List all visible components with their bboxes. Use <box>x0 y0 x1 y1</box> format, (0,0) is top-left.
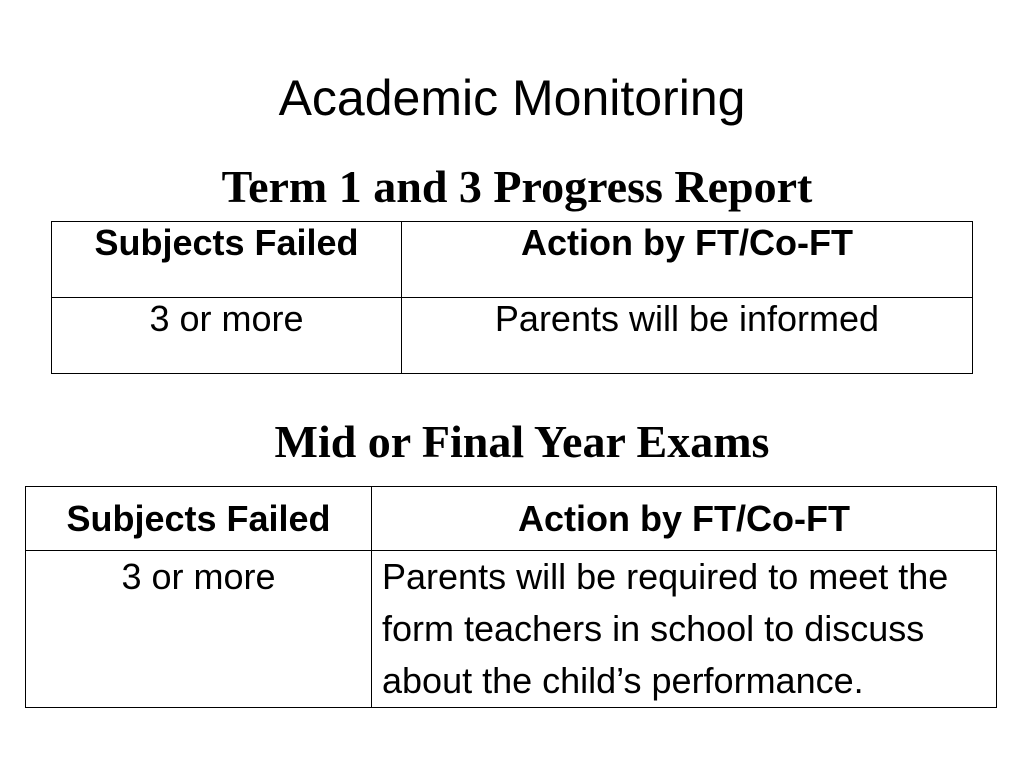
column-header-action: Action by FT/Co-FT <box>372 487 997 551</box>
table-header-row <box>52 222 973 298</box>
cell-subjects-failed: 3 or more <box>52 298 402 374</box>
cell-action: Parents will be informed <box>402 298 973 374</box>
cell-action: Parents will be required to meet the form teachers in school to discuss about the child’s performance. <box>372 551 997 708</box>
table-row <box>52 298 973 374</box>
table-row <box>26 551 997 708</box>
exams-table <box>25 486 997 708</box>
column-header-subjects-failed: Subjects Failed <box>52 222 402 298</box>
table-header-row <box>26 487 997 551</box>
cell-subjects-failed: 3 or more <box>26 551 372 708</box>
section-heading-exams: Mid or Final Year Exams <box>274 416 770 467</box>
progress-report-table <box>51 221 973 374</box>
section-heading-progress-report: Term 1 and 3 Progress Report <box>221 161 813 212</box>
column-header-subjects-failed: Subjects Failed <box>26 487 372 551</box>
column-header-action: Action by FT/Co-FT <box>402 222 973 298</box>
slide-title: Academic Monitoring <box>278 70 746 126</box>
